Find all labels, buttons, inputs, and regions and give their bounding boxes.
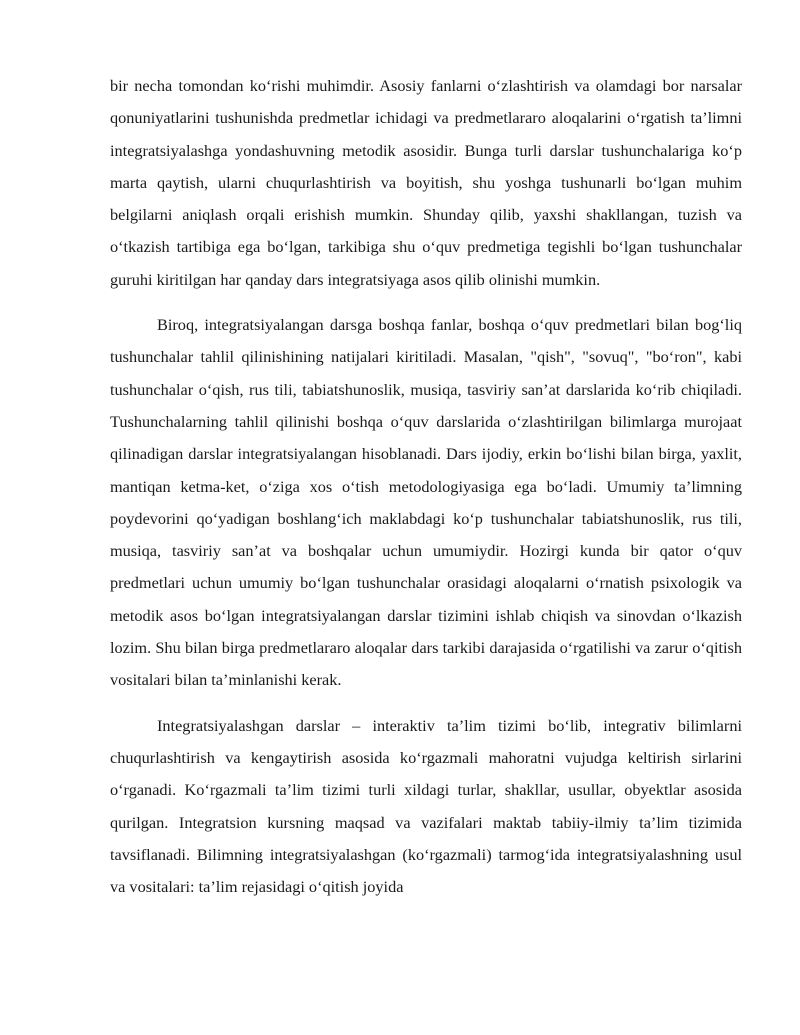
document-body bbox=[110, 70, 742, 903]
paragraph-2: Biroq, integratsiyalangan darsga boshqa fanlar, boshqa o‘quv predmetlari bilan bog‘liq tushunchalar tahlil qilinishining natijalari kiritiladi. Masalan, "qish", "sovuq", "bo‘ron", kabi tushunchalar o‘qish, rus tili, tabiatshunoslik, musiqa, tasviriy san’at darslarida ko‘rib chiqiladi. Tushunchalarning tahlil qilinishi boshqa o‘quv darslarida o‘zlashtirilgan bilimlarga murojaat qilinadigan darslar integratsiyalangan hisoblanadi. Dars ijodiy, erkin bo‘lishi bilan birga, yaxlit, mantiqan ketma-ket, o‘ziga xos o‘tish metodologiyasiga ega bo‘ladi. Umumiy ta’limning poydevorini qo‘yadigan boshlang‘ich maklabdagi ko‘p tushunchalar tabiatshunoslik, rus tili, musiqa, tasviriy san’at va boshqalar uchun umumiydir. Hozirgi kunda bir qator o‘quv predmetlari uchun umumiy bo‘lgan tushunchalar orasidagi aloqalarni o‘rnatish psixologik va metodik asos bo‘lgan integratsiyalangan darslar tizimini ishlab chiqish va sinovdan o‘lkazish lozim. Shu bilan birga predmetlararo aloqalar dars tarkibi darajasida o‘rgatilishi va zarur o‘qitish vositalari bilan ta’minlanishi kerak. bbox=[110, 315, 742, 690]
paragraph-1: bir necha tomondan ko‘rishi muhimdir. Asosiy fanlarni o‘zlashtirish va olamdagi bor narsalar qonuniyatlarini tushunishda predmetlar ichidagi va predmetlararo aloqalarini o‘rgatish ta’limni integratsiyalashga yondashuvning metodik asosidir. Bunga turli darslar tushunchalariga ko‘p marta qaytish, ularni chuqurlashtirish va boyitish, shu yoshga tushunarli bo‘lgan muhim belgilarni aniqlash orqali erishish mumkin. Shunday qilib, yaxshi shakllangan, tuzish va o‘tkazish tartibiga ega bo‘lgan, tarkibiga shu o‘quv predmetiga tegishli bo‘lgan tushunchalar guruhi kiritilgan har qanday dars integratsiyaga asos qilib olinishi mumkin. bbox=[110, 76, 742, 289]
paragraph-3: Integratsiyalashgan darslar – interaktiv ta’lim tizimi bo‘lib, integrativ bilimlarni chuqurlashtirish va kengaytirish asosida ko‘rgazmali mahoratni vujudga keltirish sirlarini o‘rganadi. Ko‘rgazmali ta’lim tizimi turli xildagi turlar, shakllar, usullar, obyektlar asosida qurilgan. Integratsion kursning maqsad va vazifalari maktab tabiiy-ilmiy ta’lim tizimida tavsiflanadi. Bilimning integratsiyalashgan (ko‘rgazmali) tarmog‘ida integratsiyalashning usul va vositalari: ta’lim rejasidagi o‘qitish joyida bbox=[110, 715, 742, 897]
